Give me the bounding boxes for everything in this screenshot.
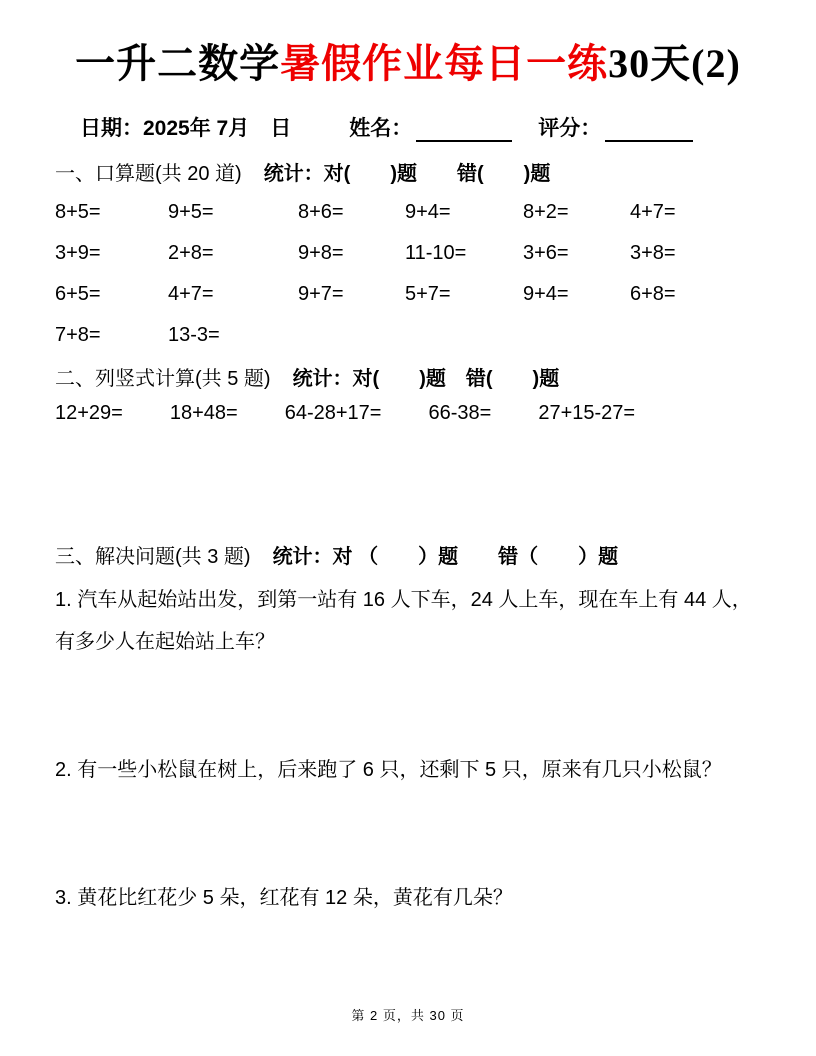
word-problem-2: 2. 有一些小松鼠在树上，后来跑了 6 只，还剩下 5 只，原来有几只小松鼠？ bbox=[55, 759, 722, 781]
page-footer bbox=[0, 1005, 816, 1024]
oral-problem: 8+6= bbox=[298, 201, 344, 223]
oral-problem: 7+8= bbox=[55, 324, 101, 346]
section3-title: 三、解决问题(共 3 题) bbox=[55, 546, 251, 568]
oral-problem: 2+8= bbox=[168, 242, 214, 264]
oral-problem: 9+5= bbox=[168, 201, 214, 223]
oral-problem: 6+5= bbox=[55, 283, 101, 305]
oral-problem: 9+4= bbox=[523, 283, 569, 305]
column-problem: 66-38= bbox=[428, 402, 492, 424]
date-label: 日期：2025年 7月 日 bbox=[80, 117, 292, 140]
oral-problem: 3+8= bbox=[630, 242, 676, 264]
oral-problem: 5+7= bbox=[405, 283, 451, 305]
oral-problem: 9+8= bbox=[298, 242, 344, 264]
name-label: 姓名： bbox=[349, 117, 413, 140]
oral-problem: 4+7= bbox=[630, 201, 676, 223]
title-red-middle: 暑假作业每日一练 bbox=[280, 41, 609, 86]
word-problem-1: 1. 汽车从起始站出发，到第一站有 16 人下车，24 人上车，现在车上有 44 人，有多少人在起始站上车？ bbox=[55, 589, 752, 653]
column-problem: 27+15-27= bbox=[538, 402, 636, 424]
page-number: 第 2 页，共 30 页 bbox=[351, 1008, 465, 1023]
oral-problem: 3+6= bbox=[523, 242, 569, 264]
oral-problem: 8+5= bbox=[55, 201, 101, 223]
oral-problem: 6+8= bbox=[630, 283, 676, 305]
title-black-prefix: 一升二数学 bbox=[75, 41, 281, 86]
section2-title: 二、列竖式计算(共 5 题) bbox=[55, 368, 271, 390]
oral-problem: 4+7= bbox=[168, 283, 214, 305]
meta-row bbox=[80, 112, 816, 142]
score-label: 评分： bbox=[538, 117, 602, 140]
score-blank-field bbox=[605, 119, 693, 142]
oral-problem: 9+7= bbox=[298, 283, 344, 305]
column-problem: 64-28+17= bbox=[284, 402, 382, 424]
section2-stats: 统计：对( )题 错( )题 bbox=[292, 368, 560, 390]
oral-problem: 9+4= bbox=[405, 201, 451, 223]
section3-stats: 统计：对 （ ）题 错（ ）题 bbox=[272, 546, 619, 568]
oral-problem: 13-3= bbox=[168, 324, 220, 346]
section1-stats: 统计：对( )题 错( )题 bbox=[263, 163, 551, 185]
oral-problem: 3+9= bbox=[55, 242, 101, 264]
column-problem: 12+29= bbox=[55, 402, 123, 424]
oral-problem: 11-10= bbox=[405, 242, 467, 264]
column-problems-row bbox=[55, 401, 816, 425]
section1-heading bbox=[55, 157, 816, 186]
oral-problem: 8+2= bbox=[523, 201, 569, 223]
section3-heading bbox=[55, 540, 816, 569]
title-black-suffix: 30天(2) bbox=[608, 41, 741, 86]
name-blank-field bbox=[416, 119, 512, 142]
oral-problems-grid bbox=[55, 200, 767, 347]
column-problem: 18+48= bbox=[169, 402, 238, 424]
section1-title: 一、口算题(共 20 道) bbox=[55, 163, 242, 185]
section2-heading bbox=[55, 362, 816, 391]
page-title bbox=[0, 0, 816, 88]
section2-workspace bbox=[0, 425, 816, 525]
word-problem-3: 3. 黄花比红花少 5 朵，红花有 12 朵，黄花有几朵？ bbox=[55, 887, 513, 909]
